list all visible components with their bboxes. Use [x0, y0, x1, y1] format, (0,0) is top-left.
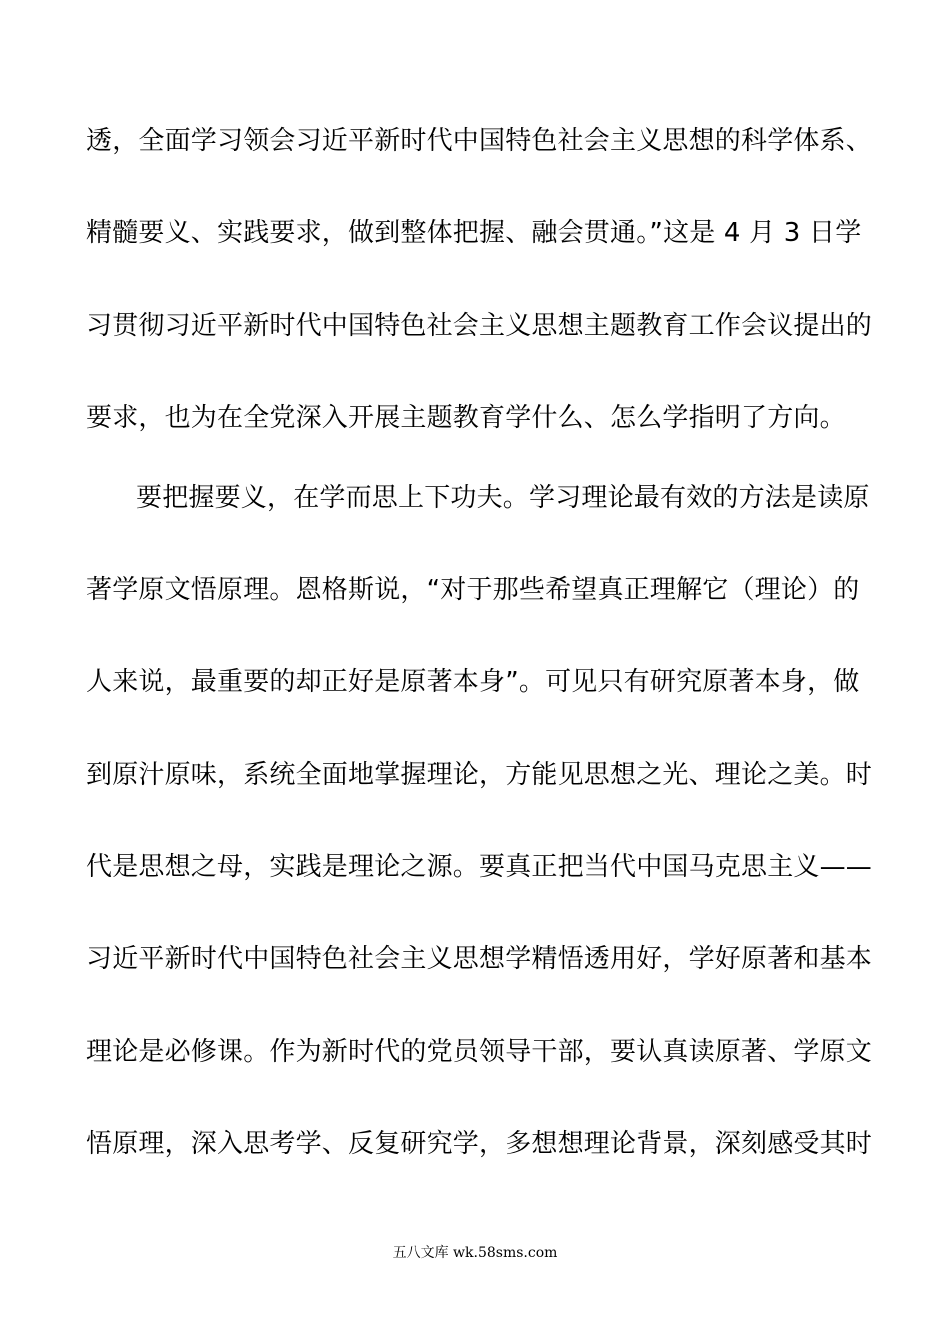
text-line-11: 理论是必修课。作为新时代的党员领导干部，要认真读原著、学原文	[86, 1037, 873, 1067]
text-line-12: 悟原理，深入思考学、反复研究学，多想想理论背景，深刻感受其时	[86, 1129, 873, 1159]
text-line-8: 到原汁原味，系统全面地掌握理论，方能见思想之光、理论之美。时	[86, 760, 873, 790]
text-line-9: 代是思想之母，实践是理论之源。要真正把当代中国马克思主义——	[86, 852, 873, 882]
text-line-4: 要求，也为在全党深入开展主题教育学什么、怎么学指明了方向。	[86, 403, 846, 433]
paragraph-start-line: 要把握要义，在学而思上下功夫。学习理论最有效的方法是读原	[136, 483, 870, 513]
text-line-2: 精髓要义、实践要求，做到整体把握、融会贯通。”这是 4 月 3 日学	[86, 218, 862, 248]
text-line-7: 人来说，最重要的却正好是原著本身”。可见只有研究原著本身，做	[86, 667, 860, 697]
text-line-3: 习贯彻习近平新时代中国特色社会主义思想主题教育工作会议提出的	[86, 311, 873, 341]
text-line-1: 透，全面学习领会习近平新时代中国特色社会主义思想的科学体系、	[86, 126, 873, 156]
text-line-6: 著学原文悟原理。恩格斯说，“对于那些希望真正理解它（理论）的	[86, 575, 860, 605]
text-line-10: 习近平新时代中国特色社会主义思想学精悟透用好，学好原著和基本	[86, 944, 873, 974]
footer-watermark: 五八文库 wk.58sms.com	[392, 1245, 558, 1261]
